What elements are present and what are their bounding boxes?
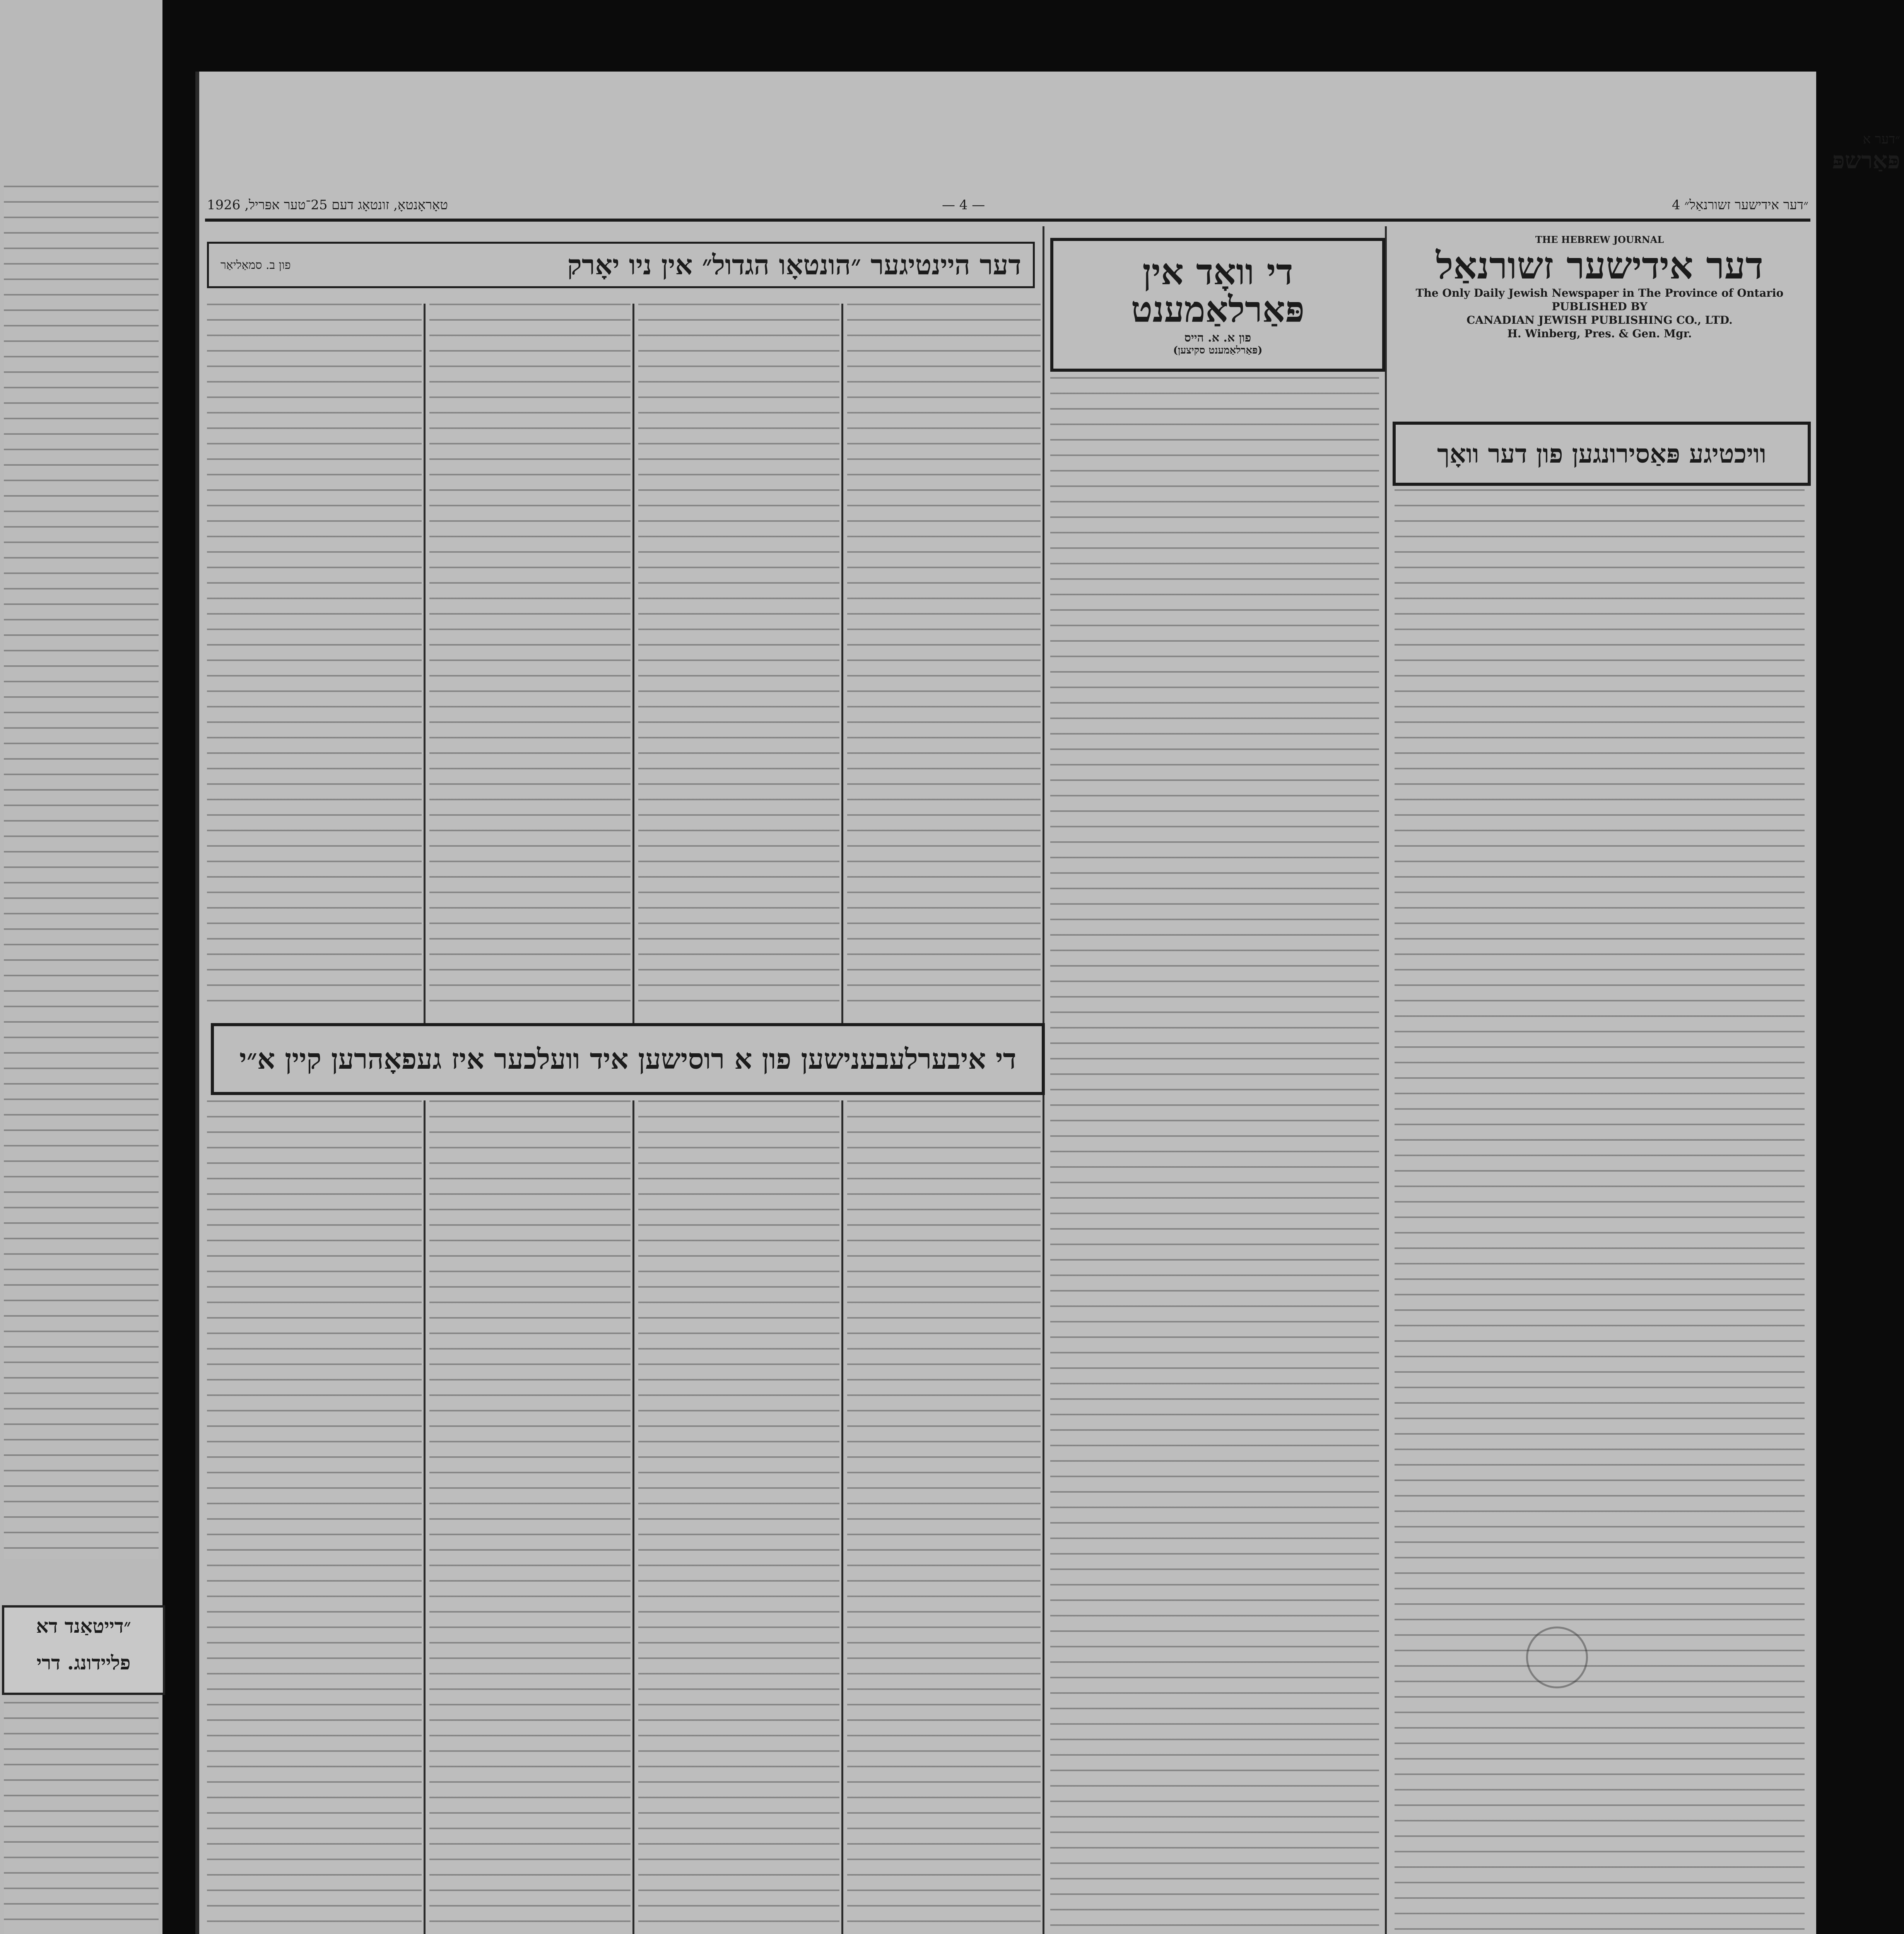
weekly-events-headline: וויכטיגע פּאַסירונגען פון דער וואָך bbox=[1437, 438, 1767, 469]
russian-jew-headline-box bbox=[211, 1023, 1045, 1095]
column-rule bbox=[424, 1100, 426, 1934]
masthead-publisher: CANADIAN JEWISH PUBLISHING CO., LTD. bbox=[1466, 313, 1733, 326]
new-york-body-col bbox=[847, 304, 1041, 1015]
russian-jew-body-col bbox=[847, 1100, 1041, 1934]
masthead-english-title: THE HEBREW JOURNAL bbox=[1535, 234, 1664, 245]
new-york-headline: דער היינטיגער ״הונטאָו הגדול״ אין ניו יאָרק bbox=[567, 249, 1021, 281]
masthead bbox=[1393, 234, 1807, 416]
column-rule bbox=[841, 304, 843, 1023]
parliament-body bbox=[1050, 377, 1379, 1934]
masthead-title: דער אידישער זשורנאַל bbox=[1436, 244, 1764, 287]
fragment-ad-box bbox=[2, 1605, 162, 1695]
masthead-published-by: PUBLISHED BY bbox=[1552, 300, 1648, 313]
parliament-subline: (פּאַרלאַמענט סקיצען) bbox=[1173, 345, 1263, 357]
fragment-ad-text bbox=[4, 1702, 159, 1934]
russian-jew-body-col bbox=[207, 1100, 422, 1934]
fragment-ad-line: פליידונג. דרי bbox=[36, 1651, 131, 1674]
new-york-headline-box bbox=[207, 242, 1035, 288]
weekly-events-body bbox=[1395, 489, 1805, 1934]
column-rule bbox=[1385, 226, 1387, 1934]
new-york-body-col bbox=[638, 304, 839, 1015]
masthead-manager: H. Winberg, Pres. & Gen. Mgr. bbox=[1507, 327, 1692, 340]
weekly-events-headline-box bbox=[1393, 422, 1811, 486]
parliament-headline-line: די וואָד אין bbox=[1142, 251, 1293, 293]
masthead-tagline: The Only Daily Jewish Newspaper in The Province of Ontario bbox=[1415, 286, 1784, 299]
new-york-body-col bbox=[207, 304, 422, 1015]
russian-jew-body-col bbox=[429, 1100, 631, 1934]
adjacent-page-fragment: ״דער א פּאַרשפּ ״דייטאַנד דא פליידונג. דרי bbox=[0, 0, 162, 1934]
library-stamp-icon bbox=[1526, 1626, 1588, 1688]
running-head-paper-name: ״דער אידישער זשורנאַל״ 4 bbox=[1672, 197, 1808, 213]
running-head-date: טאָראָנטאָ, זונטאָג דעם 25־טער אפּריל, 1926 bbox=[207, 197, 448, 213]
column-rule bbox=[632, 1100, 634, 1934]
parliament-byline: פון א. א. הייס bbox=[1184, 331, 1251, 345]
column-rule bbox=[632, 304, 634, 1023]
parliament-headline-box bbox=[1050, 238, 1385, 372]
page-number: — 4 — bbox=[942, 197, 985, 213]
new-york-body-col bbox=[429, 304, 631, 1015]
header-rule bbox=[205, 219, 1810, 222]
newspaper-page bbox=[195, 72, 1816, 1934]
russian-jew-headline: די איבערלעבענישען פון א רוסישען איד וועלכער איז געפאָהרען קיין א״י bbox=[239, 1042, 1017, 1075]
parliament-headline-line: פּאַרלאַמענט bbox=[1131, 288, 1305, 330]
fragment-ad-line: ״דייטאַנד דא bbox=[36, 1615, 131, 1637]
column-rule bbox=[424, 304, 426, 1023]
russian-jew-body-col bbox=[638, 1100, 839, 1934]
fragment-text-column bbox=[4, 186, 159, 1559]
new-york-byline: פון ב. סמאַליאַר bbox=[220, 258, 291, 272]
column-rule bbox=[841, 1100, 843, 1934]
